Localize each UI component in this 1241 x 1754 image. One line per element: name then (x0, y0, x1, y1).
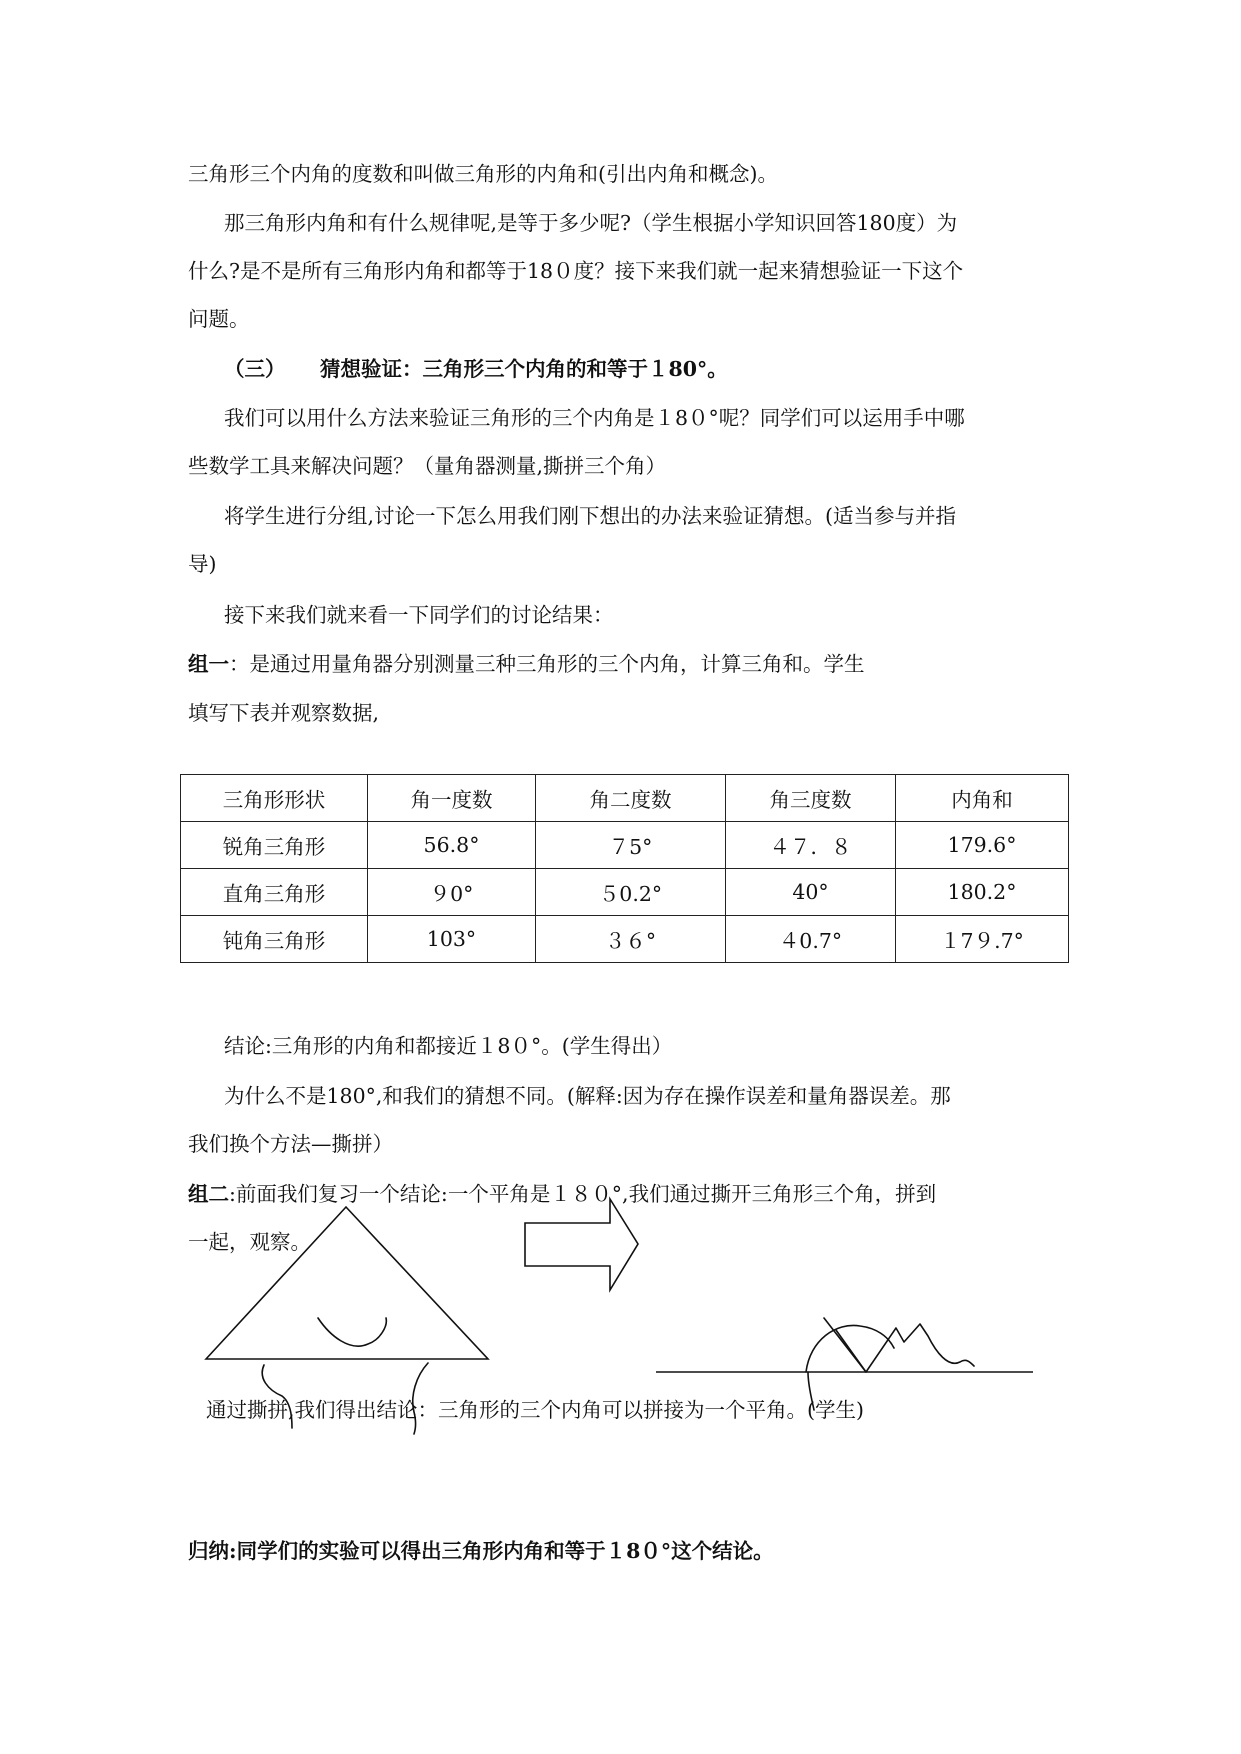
paragraph-4-line-2: 导) (188, 552, 217, 576)
table-header-cell: 三角形形状 (181, 775, 368, 822)
summary-text: 归纳:同学们的实验可以得出三角形内角和等于１8０°这个结论。 (188, 1539, 774, 1563)
paragraph-1: 三角形三个内角的度数和叫做三角形的内角和(引出内角和概念)。 (188, 162, 778, 186)
group-2-text: :前面我们复习一个结论:一个平角是１８０°,我们通过撕开三角形三个角，拼到 (229, 1182, 937, 1206)
explanation-line-1: 为什么不是180°,和我们的猜想不同。(解释:因为存在操作误差和量角器误差。那 (224, 1084, 951, 1108)
table-cell: 钝角三角形 (181, 916, 368, 963)
group-2-label: 组二 (188, 1182, 229, 1206)
paragraph-3-line-1: 我们可以用什么方法来验证三角形的三个内角是１8０°呢？同学们可以运用手中哪 (224, 406, 965, 430)
right-arrow-shape (525, 1199, 638, 1290)
table-cell: 179.6° (896, 822, 1069, 869)
table-cell: 直角三角形 (181, 869, 368, 916)
table-cell: 40° (726, 869, 896, 916)
paragraph-2-line-2: 什么?是不是所有三角形内角和都等于18０度？接下来我们就一起来猜想验证一下这个 (188, 259, 964, 283)
table-cell: 锐角三角形 (181, 822, 368, 869)
table-cell: 180.2° (896, 869, 1069, 916)
group-1-text: ：是通过用量角器分别测量三种三角形的三个内角，计算三角和。学生 (229, 652, 865, 676)
paragraph-2-line-1: 那三角形内角和有什么规律呢,是等于多少呢?（学生根据小学知识回答180度）为 (224, 211, 958, 235)
paragraph-4-line-1: 将学生进行分组,讨论一下怎么用我们刚下想出的办法来验证猜想。(适当参与并指 (224, 504, 957, 528)
table-cell: ７5° (536, 822, 726, 869)
table-cell: ５0.2° (536, 869, 726, 916)
group-2-continuation: 一起，观察。 (188, 1230, 311, 1254)
table-header-cell: 角三度数 (726, 775, 896, 822)
section-number: （三） (224, 357, 286, 381)
handwritten-arc-mark (318, 1318, 386, 1346)
table-header-cell: 内角和 (896, 775, 1069, 822)
table-cell: ３６° (536, 916, 726, 963)
group-1-label: 组一 (188, 652, 229, 676)
paragraph-3-line-2: 些数学工具来解决问题？（量角器测量,撕拼三个角） (188, 454, 667, 478)
table-cell: ９0° (368, 869, 536, 916)
handwritten-left-angle-line (836, 1330, 866, 1372)
table-header-cell: 角二度数 (536, 775, 726, 822)
table-cell: １7９.7° (896, 916, 1069, 963)
section-heading: 猜想验证：三角形三个内角的和等于１80°。 (320, 357, 728, 381)
triangle-shape (206, 1207, 488, 1359)
conclusion-text: 结论:三角形的内角和都接近１8０°。(学生得出） (224, 1034, 673, 1058)
paragraph-5: 接下来我们就来看一下同学们的讨论结果： (224, 603, 614, 627)
table-cell: 56.8° (368, 822, 536, 869)
explanation-line-2: 我们换个方法—撕拼） (188, 1132, 393, 1156)
table-cell: 103° (368, 916, 536, 963)
paragraph-2-line-3: 问题。 (188, 307, 250, 331)
table-cell: ４0.7° (726, 916, 896, 963)
table-header-cell: 角一度数 (368, 775, 536, 822)
table-cell: ４７．８ (726, 822, 896, 869)
group-1-continuation: 填写下表并观察数据, (188, 701, 380, 725)
tearing-result-text: 通过撕拼,我们得出结论：三角形的三个内角可以拼接为一个平角。(学生) (206, 1398, 865, 1422)
